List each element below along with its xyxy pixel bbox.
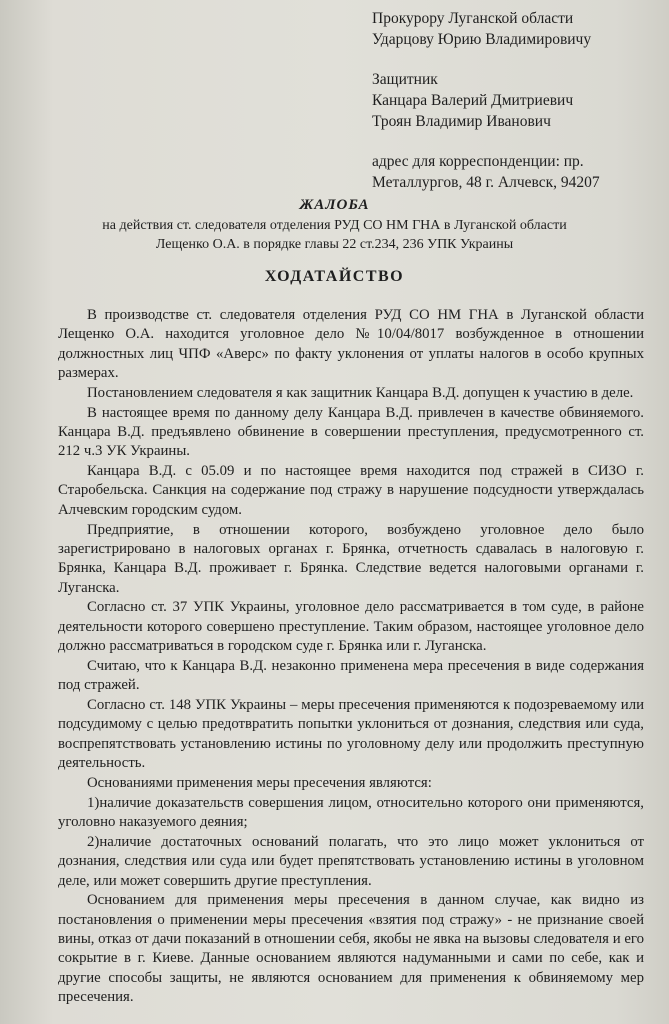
document-body [58, 306, 644, 1008]
petition-title: ХОДАТАЙСТВО [264, 268, 405, 285]
paragraph: В производстве ст. следователя отделения РУД СО НМ ГНА в Луганской области Лещенко О.А. находится уголовное дело №10/04/8017 возбужденное в отношении должностных лиц ЧПФ «Аверс» по факту уклонения от уплаты налогов в особо крупных размерах. [58, 307, 644, 381]
paragraph: Считаю, что к Канцара В.Д. незаконно применена мера пресечения в виде содержания под стражей. [58, 657, 644, 694]
criterion-item: 2)наличие достаточных оснований полагать, что это лицо может уклониться от дознания, следствия или суда или будет препятствовать установлению истины в уголовном деле, или может совершить другие преступления. [58, 833, 644, 889]
defender-name: Канцара Валерий Дмитриевич [372, 92, 574, 109]
paragraph: Согласно ст. 37 УПК Украины, уголовное дело рассматривается в том суде, в районе деятельности которого совершено преступление. Таким образом, настоящее уголовное дело должно рассматриваться в городском суде г. Брянка или г. Луганска. [58, 599, 644, 655]
addressee-block [372, 8, 662, 193]
subtitle-line: Лещенко О.А. в порядке главы 22 ст.234, 236 УПК Украины [155, 237, 514, 252]
correspondence-address: Металлургов, 48 г. Алчевск, 94207 [372, 174, 600, 191]
criterion-item: 1)наличие доказательств совершения лицом, относительно которого они применяются, уголовно наказуемого деяния; [58, 794, 644, 831]
addressee-line: Ударцову Юрию Владимировичу [372, 31, 592, 48]
addressee-line: Прокурору Луганской области [372, 10, 574, 27]
defender-label: Защитник [372, 71, 438, 88]
paragraph: Канцара В.Д. с 05.09 и по настоящее время находится под стражей в СИЗО г. Старобельска. Санкция на содержание под стражу в нарушение подсудности утверждалась Алчевским городским судом. [58, 463, 644, 518]
correspondence-address: адрес для корреспонденции: пр. [372, 153, 584, 170]
subtitle-line: на действия ст. следователя отделения РУД СО НМ ГНА в Луганской области [102, 218, 567, 233]
paragraph: Постановлением следователя я как защитник Канцара В.Д. допущен к участию в деле. [87, 384, 634, 401]
complaint-subtitle [0, 216, 669, 254]
paragraph: Основаниями применения меры пресечения являются: [87, 774, 432, 791]
paragraph: Согласно ст. 148 УПК Украины – меры пресечения применяются к подозреваемому или подсудимому с целью предотвратить попытки уклониться от дознания, следствия или суда, воспрепятствовать установлению истины по уголовному делу или продолжить преступную деятельность. [58, 697, 644, 771]
paragraph: В настоящее время по данному делу Канцара В.Д. привлечен в качестве обвиняемого. Канцара В.Д. предъявлено обвинение в совершении преступления, предусмотренного ст. 212 ч.3 УК Украины. [58, 404, 644, 460]
defender-name: Троян Владимир Иванович [372, 113, 551, 130]
paragraph: Предприятие, в отношении которого, возбуждено уголовное дело было зарегистрировано в налоговых органах г. Брянка, отчетность сдавалась в налоговую г. Брянка, Канцара В.Д. проживает г. Брянка. Следствие ведется налоговыми органами г. Луганска. [58, 521, 644, 596]
complaint-title: ЖАЛОБА [299, 197, 370, 213]
paragraph: Основанием для применения меры пресечения в данном случае, как видно из постановления о применении меры пресечения «взятия под стражу» - не признание своей вины, отказ от дачи показаний в отношении себя, якобы не явка на вызовы следователя и его сокрытие в г. Киеве. Данные основанием являются надуманными и сами по себе, как и другие способы защиты, не являются основанием для применения к обвиняемому мер пресечения. [58, 892, 644, 1005]
